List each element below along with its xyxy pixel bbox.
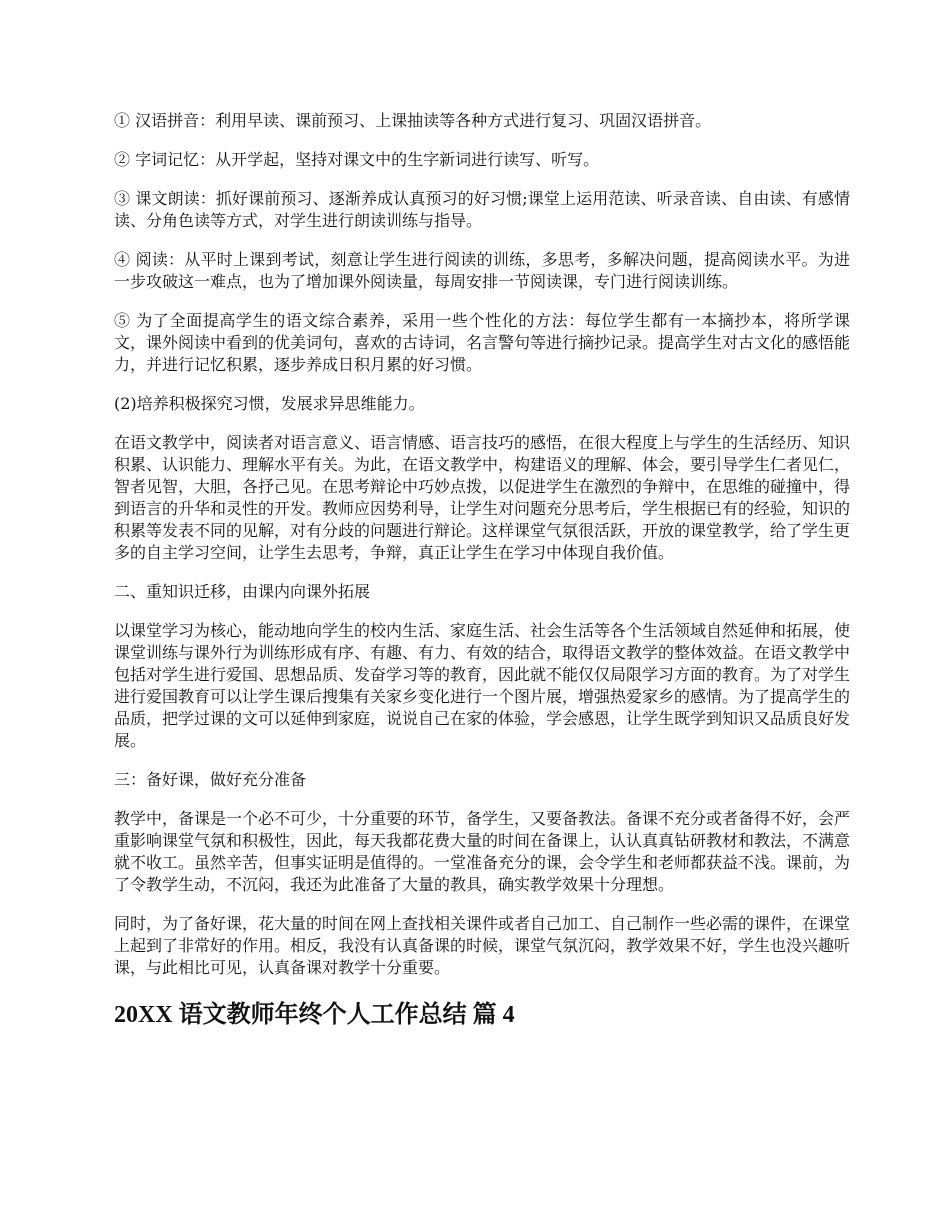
paragraph-courseware: 同时，为了备好课，花大量的时间在网上查找相关课件或者自己加工、自己制作一些必需的课件，在课堂上起到了非常好的作用。相反，我没有认真备课的时候，课堂气氛沉闷，教学效果不好，学生也没兴趣听课，与此相比可见，认真备课对教学十分重要。 <box>114 914 851 977</box>
paragraph-classroom-discussion: 在语文教学中，阅读者对语言意义、语言情感、语言技巧的感悟，在很大程度上与学生的生活经历、知识积累、认识能力、理解水平有关。为此，在语文教学中，构建语义的理解、体会，要引导学生仁者见仁，智者见智，大胆，各抒己见。在思考辩论中巧妙点拨，以促进学生在激烈的争辩中，在思维的碰撞中，得到语言的升华和灵性的开发。教师应因势利导，让学生对问题充分思考后，学生根据已有的经验，知识的积累等发表不同的见解，对有分歧的问题进行辩论。这样课堂气氛很活跃，开放的课堂教学，给了学生更多的自主学习空间，让学生去思考，争辩，真正让学生在学习中体现自我价值。 <box>114 433 851 562</box>
section-heading-lesson-prep: 三：备好课，做好充分准备 <box>114 770 307 789</box>
document-heading: 20XX 语文教师年终个人工作总结 篇 4 <box>114 1002 515 1028</box>
paragraph-reading-aloud: ③ 课文朗读：抓好课前预习、逐渐养成认真预习的好习惯;课堂上运用范读、听录音读、自由读、有感情读、分角色读等方式，对学生进行朗读训练与指导。 <box>114 189 850 230</box>
paragraph-pinyin: ① 汉语拼音：利用早读、课前预习、上课抽读等各种方式进行复习、巩固汉语拼音。 <box>114 111 712 130</box>
paragraph-lesson-prep: 教学中，备课是一个必不可少，十分重要的环节，备学生，又要备教法。备课不充分或者备得不好，会严重影响课堂气氛和积极性，因此，每天我都花费大量的时间在备课上，认认真真钻研教材和教法，不满意就不收工。虽然辛苦，但事实证明是值得的。一堂准备充分的课，会令学生和老师都获益不浅。课前，为了令教学生动，不沉闷，我还为此准备了大量的教具，确实教学效果十分理想。 <box>114 809 851 894</box>
paragraph-inquiry-habit: (2)培养积极探究习惯，发展求异思维能力。 <box>114 394 425 413</box>
document-page <box>114 110 850 1031</box>
paragraph-extension: 以课堂学习为核心，能动地向学生的校内生活、家庭生活、社会生活等各个生活领域自然延伸和拓展，使课堂训练与课外行为训练形成有序、有趣、有力、有效的结合，取得语文教学的整体效益。在语文教学中包括对学生进行爱国、思想品质、发奋学习等的教育，因此就不能仅仅局限学习方面的教育。为了对学生进行爱国教育可以让学生课后搜集有关家乡变化进行一个图片展，增强热爱家乡的感情。为了提高学生的品质，把学过课的文可以延伸到家庭，说说自己在家的体验，学会感恩，让学生既学到知识又品质良好发展。 <box>114 621 851 750</box>
paragraph-vocabulary: ② 字词记忆：从开学起，坚持对课文中的生字新词进行读写、听写。 <box>114 150 600 169</box>
paragraph-reading: ④ 阅读：从平时上课到考试，刻意让学生进行阅读的训练，多思考，多解决问题，提高阅读水平。为进一步攻破这一难点，也为了增加课外阅读量，每周安排一节阅读课，专门进行阅读训练。 <box>114 250 850 291</box>
section-heading-knowledge-transfer: 二、重知识迁移，由课内向课外拓展 <box>114 582 371 601</box>
paragraph-excerpt-notebook: ⑤ 为了全面提高学生的语文综合素养，采用一些个性化的方法：每位学生都有一本摘抄本，将所学课文，课外阅读中看到的优美词句，喜欢的古诗词，名言警句等进行摘抄记录。提高学生对古文化的感悟能力，并进行记忆积累，逐步养成日积月累的好习惯。 <box>114 311 851 374</box>
